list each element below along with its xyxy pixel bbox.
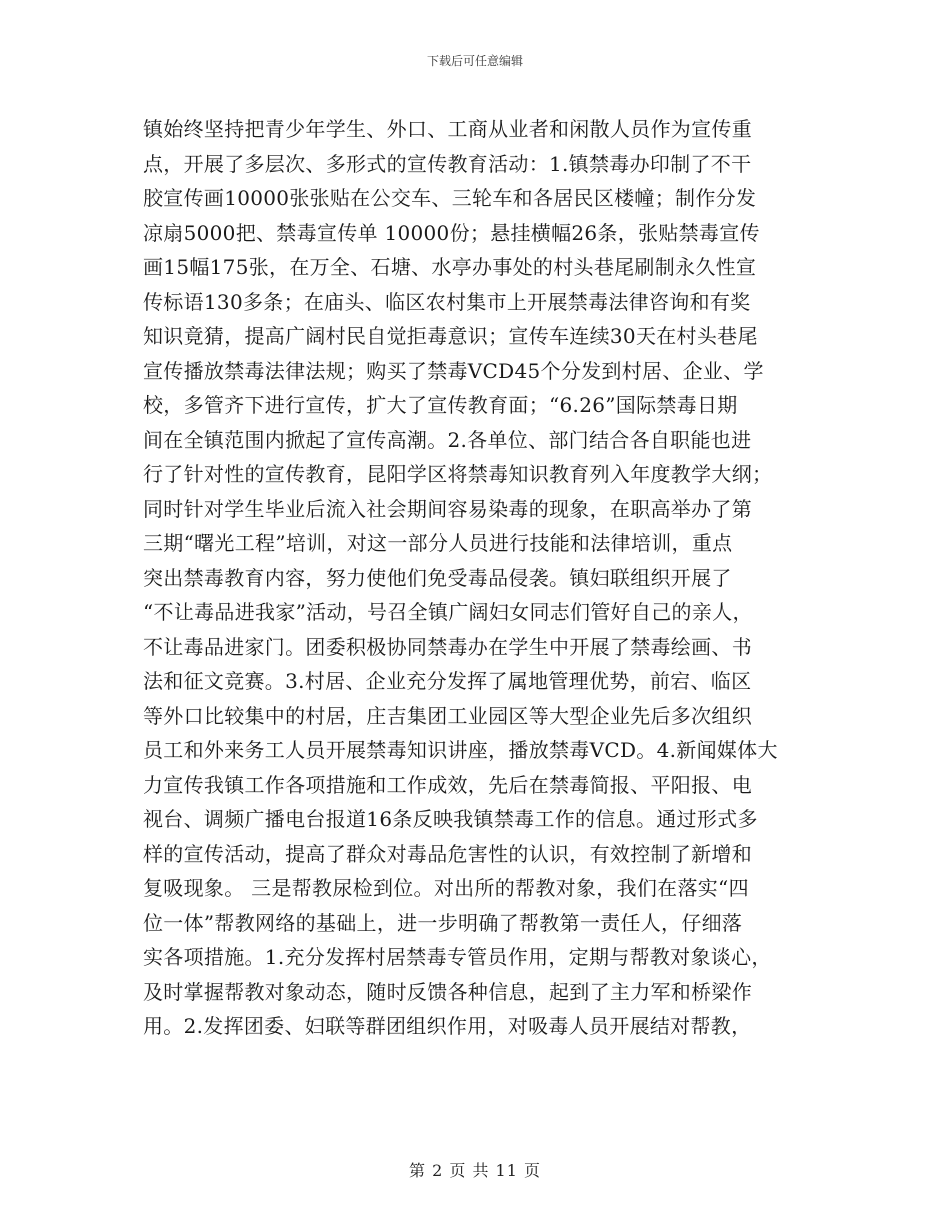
body-line: 三期“曙光工程”培训，对这一部分人员进行技能和法律培训，重点 xyxy=(143,531,733,555)
body-line: 员工和外来务工人员开展禁毒知识讲座，播放禁毒VCD。4.新闻媒体大 xyxy=(143,738,778,762)
body-line: 样的宣传活动，提高了群众对毒品危害性的认识，有效控制了新增和 xyxy=(143,841,752,866)
body-line: 镇始终坚持把青少年学生、外口、工商从业者和闲散人员作为宣传重 xyxy=(143,117,752,141)
body-line: 不让毒品进家门。团委积极协同禁毒办在学生中开展了禁毒绘画、书 xyxy=(143,634,752,659)
body-line: 胶宣传画10000张张贴在公交车、三轮车和各居民区楼幢；制作分发 xyxy=(143,186,757,210)
body-line: 用。2.发挥团委、妇联等群团组织作用，对吸毒人员开展结对帮教， xyxy=(143,1014,752,1038)
page-footer: 第 2 页 共 11 页 xyxy=(409,1161,541,1180)
body-line: 视台、调频广播电台报道16条反映我镇禁毒工作的信息。通过形式多 xyxy=(143,807,758,831)
body-line: 行了针对性的宣传教育，昆阳学区将禁毒知识教育列入年度教学大纲； xyxy=(143,462,773,486)
body-line: 位一体”帮教网络的基础上，进一步明确了帮教第一责任人，仔细落 xyxy=(143,910,743,935)
body-line: 校，多管齐下进行宣传，扩大了宣传教育面；“6.26”国际禁毒日期 xyxy=(143,393,738,417)
body-line: 宣传播放禁毒法律法规；购买了禁毒VCD45个分发到村居、企业、学 xyxy=(143,358,764,383)
body-line: 实各项措施。1.充分发挥村居禁毒专管员作用，定期与帮教对象谈心， xyxy=(143,945,772,969)
body-line: 复吸现象。 三是帮教尿检到位。对出所的帮教对象，我们在落实“四 xyxy=(143,876,749,900)
body-line: 点，开展了多层次、多形式的宣传教育活动：1.镇禁毒办印制了不干 xyxy=(143,151,752,176)
body-line: 间在全镇范围内掀起了宣传高潮。2.各单位、部门结合各自职能也进 xyxy=(143,427,752,452)
body-line: 及时掌握帮教对象动态，随时反馈各种信息，起到了主力军和桥梁作 xyxy=(143,979,752,1004)
page-header: 下载后可任意编辑 xyxy=(426,54,523,68)
body-line: 法和征文竞赛。3.村居、企业充分发挥了属地管理优势，前宕、临区 xyxy=(143,669,752,693)
body-line: 同时针对学生毕业后流入社会期间容易染毒的现象，在职高举办了第 xyxy=(143,496,752,521)
body-line: 等外口比较集中的村居，庄吉集团工业园区等大型企业先后多次组织 xyxy=(143,703,752,728)
body-line: 凉扇5000把、禁毒宣传单 10000份；悬挂横幅26条，张贴禁毒宣传 xyxy=(143,220,760,245)
body-line: 知识竟猜，提高广阔村民自觉拒毒意识；宣传车连续30天在村头巷尾 xyxy=(143,324,758,348)
body-line: 力宣传我镇工作各项措施和工作成效，先后在禁毒简报、平阳报、电 xyxy=(143,772,752,797)
body-line: 突出禁毒教育内容，努力使他们免受毒品侵袭。镇妇联组织开展了 xyxy=(143,565,732,590)
body-line: 画15幅175张，在万全、石塘、水亭办事处的村头巷尾刷制永久性宣 xyxy=(143,255,757,279)
body-line: “不让毒品进我家”活动，号召全镇广阔妇女同志们管好自己的亲人， xyxy=(143,600,753,624)
document-body xyxy=(143,112,815,1044)
body-line: 传标语130多条；在庙头、临区农村集市上开展禁毒法律咨询和有奖 xyxy=(143,289,751,314)
